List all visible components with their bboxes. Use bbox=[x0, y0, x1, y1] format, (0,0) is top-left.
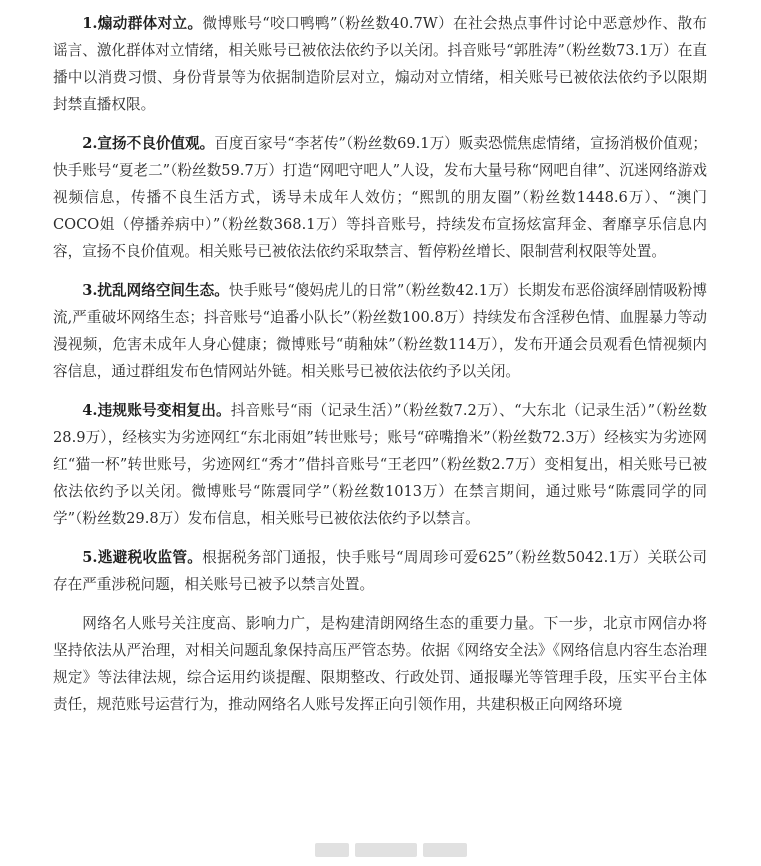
article-body bbox=[53, 10, 707, 730]
paragraph-1 bbox=[53, 10, 707, 118]
paragraph-3-heading: 3.扰乱网络空间生态。 bbox=[82, 282, 229, 299]
paragraph-3-text: 快手账号“傻妈虎儿的日常”（粉丝数42.1万）长期发布恶俗演绎剧情吸粉博流,严重破坏网络生态；抖音账号“追番小队长”（粉丝数100.8万）持续发布含淫秽色情、血腥暴力等动漫视频，危害未成年人身心健康；微博账号“萌釉妹”（粉丝数114万），发布开通会员观看色情视频内容信息，通过群组发布色情网站外链。相关账号已被依法依约予以关闭。 bbox=[53, 282, 707, 380]
paragraph-4-text: 抖音账号“雨（记录生活）”（粉丝数7.2万）、“大东北（记录生活）”（粉丝数28.9万），经核实为劣迹网红“东北雨姐”转世账号；账号“碎嘴撸米”（粉丝数72.3万）经核实为劣迹网红“猫一杯”转世账号，劣迹网红“秀才”借抖音账号“王老四”（粉丝数2.7万）变相复出，相关账号已被依法依约予以关闭。微博账号“陈震同学”（粉丝数1013万）在禁言期间，通过账号“陈震同学的同学”（粉丝数29.8万）发布信息，相关账号已被依法依约予以禁言。 bbox=[53, 402, 707, 527]
paragraph-2-heading: 2.宣扬不良价值观。 bbox=[82, 135, 215, 152]
paragraph-3 bbox=[53, 277, 707, 385]
paragraph-5 bbox=[53, 544, 707, 598]
paragraph-5-text: 根据税务部门通报，快手账号“周周珍可爱625”（粉丝数5042.1万）关联公司存在严重涉税问题，相关账号已被予以禁言处置。 bbox=[53, 549, 707, 593]
paragraph-6-text: 网络名人账号关注度高、影响力广，是构建清朗网络生态的重要力量。下一步，北京市网信办将坚持依法从严治理，对相关问题乱象保持高压严管态势。依据《网络安全法》《网络信息内容生态治理规定》等法律法规，综合运用约谈提醒、限期整改、行政处罚、通报曝光等管理手段，压实平台主体责任，规范账号运营行为，推动网络名人账号发挥正向引领作用，共建积极正向网络环境 bbox=[53, 615, 707, 713]
paragraph-5-heading: 5.逃避税收监管。 bbox=[82, 549, 203, 566]
paragraph-1-heading: 1.煽动群体对立。 bbox=[82, 15, 203, 32]
paragraph-1-text: 微博账号“咬口鸭鸭”（粉丝数40.7W）在社会热点事件讨论中恶意炒作、散布谣言、激化群体对立情绪，相关账号已被依法依约予以关闭。抖音账号“郭胜涛”（粉丝数73.1万）在直播中以消费习惯、身份背景等为依据制造阶层对立，煽动对立情绪，相关账号已被依法依约予以限期封禁直播权限。 bbox=[53, 15, 707, 113]
paragraph-4-heading: 4.违规账号变相复出。 bbox=[82, 402, 231, 419]
paragraph-4 bbox=[53, 397, 707, 532]
watermark-block bbox=[423, 843, 467, 857]
paragraph-2-text: 百度百家号“李茗传”（粉丝数69.1万）贩卖恐慌焦虑情绪，宣扬消极价值观；快手账号“夏老二”（粉丝数59.7万）打造“网吧守吧人”人设，发布大量号称“网吧自律”、沉迷网络游戏视频信息，传播不良生活方式，诱导未成年人效仿；“熙凯的朋友圈”（粉丝数1448.6万）、“澳门COCO姐（停播养病中）”（粉丝数368.1万）等抖音账号，持续发布宣扬炫富拜金、奢靡享乐信息内容，宣扬不良价值观。相关账号已被依法依约采取禁言、暂停粉丝增长、限制营利权限等处置。 bbox=[53, 135, 707, 260]
paragraph-6 bbox=[53, 610, 707, 718]
watermark-block bbox=[315, 843, 349, 857]
paragraph-2 bbox=[53, 130, 707, 265]
watermark bbox=[315, 838, 467, 862]
watermark-block bbox=[355, 843, 417, 857]
